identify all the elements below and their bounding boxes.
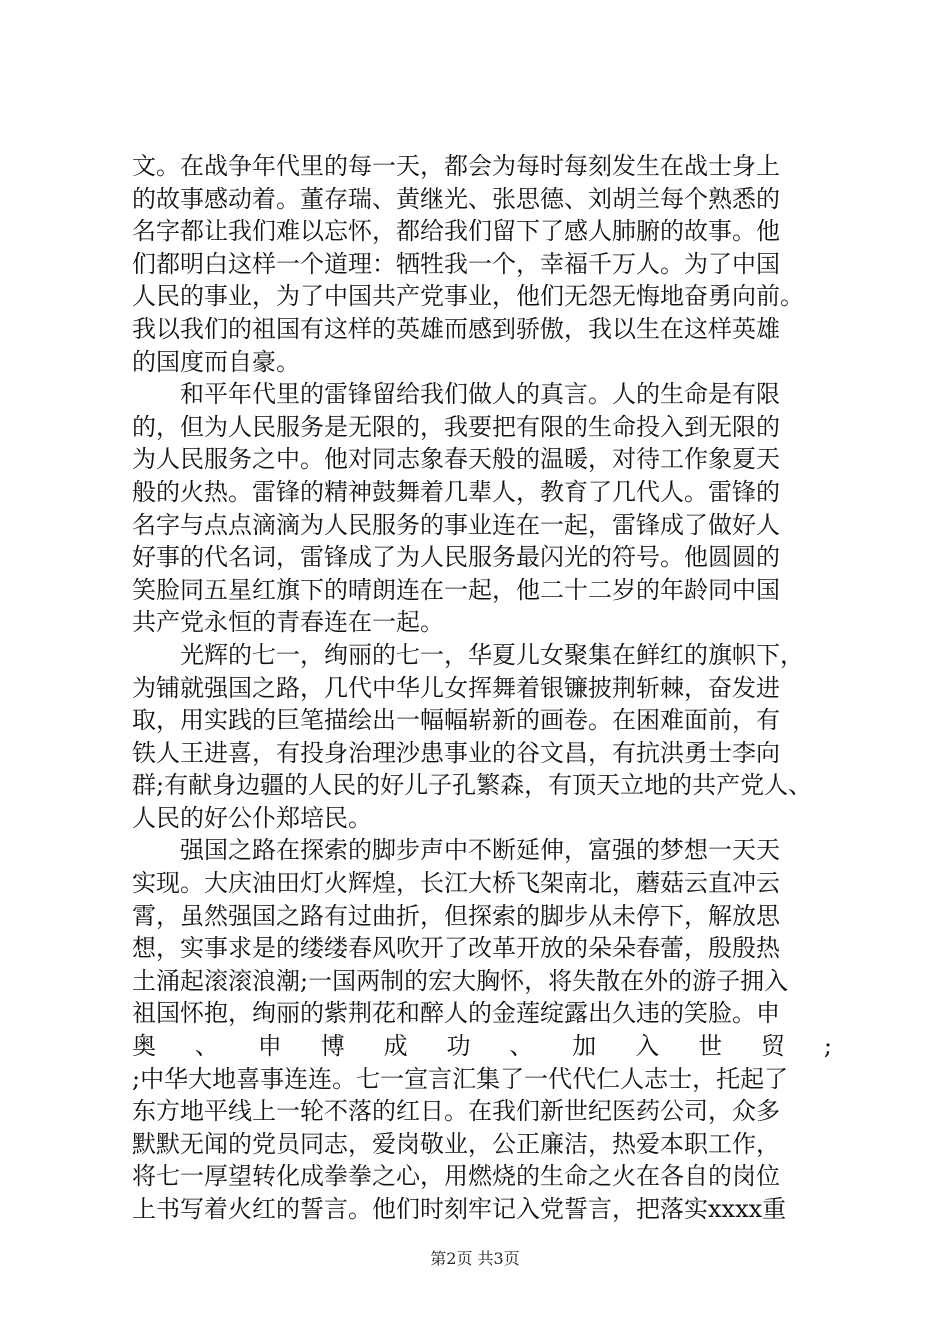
text-line: 共产党永恒的青春连在一起。 bbox=[132, 608, 444, 637]
text-line: 将七一厚望转化成拳拳之心，用燃烧的生命之火在各自的岗位 bbox=[132, 1162, 780, 1191]
text-line: 名字都让我们难以忘怀，都给我们留下了感人肺腑的故事。他 bbox=[132, 217, 780, 246]
text-line: 群;有献身边疆的人民的好儿子孔繁森，有顶天立地的共产党人、 bbox=[132, 771, 813, 800]
text-line: 默默无闻的党员同志，爱岗敬业，公正廉洁，热爱本职工作， bbox=[132, 1129, 780, 1158]
text-line: 笑脸同五星红旗下的晴朗连在一起，他二十二岁的年龄同中国 bbox=[132, 575, 780, 604]
text-line: 的，但为人民服务是无限的，我要把有限的生命投入到无限的 bbox=[132, 412, 780, 441]
text-line: 的故事感动着。董存瑞、黄继光、张思德、刘胡兰每个熟悉的 bbox=[132, 184, 780, 213]
text-line: 的国度而自豪。 bbox=[132, 347, 300, 376]
document-body bbox=[132, 150, 832, 1226]
text-line: 土涌起滚滚浪潮;一国两制的宏大胸怀，将失散在外的游子拥入 bbox=[132, 966, 789, 995]
text-line: 人民的好公仆郑培民。 bbox=[132, 803, 372, 832]
text-line: 好事的代名词，雷锋成了为人民服务最闪光的符号。他圆圆的 bbox=[132, 543, 780, 572]
text-line: 我以我们的祖国有这样的英雄而感到骄傲，我以生在这样英雄 bbox=[132, 314, 780, 343]
text-line: 为人民服务之中。他对同志象春天般的温暖，对待工作象夏天 bbox=[132, 445, 780, 474]
text-line: 东方地平线上一轮不落的红日。在我们新世纪医药公司，众多 bbox=[132, 1097, 780, 1126]
text-line: 和平年代里的雷锋留给我们做人的真言。人的生命是有限 bbox=[132, 380, 780, 409]
page-footer bbox=[0, 1248, 950, 1270]
text-line: 想，实事求是的缕缕春风吹开了改革开放的朵朵春蕾，殷殷热 bbox=[132, 934, 780, 963]
text-line: 实现。大庆油田灯火辉煌，长江大桥飞架南北，蘑菇云直冲云 bbox=[132, 869, 780, 898]
text-line: 为铺就强国之路，几代中华儿女挥舞着银镰披荆斩棘，奋发进 bbox=[132, 673, 780, 702]
text-line: 上书写着火红的誓言。他们时刻牢记入党誓言，把落实xxxx重 bbox=[132, 1195, 787, 1223]
text-line: 铁人王进喜，有投身治理沙患事业的谷文昌，有抗洪勇士李向 bbox=[132, 738, 780, 767]
text-line: ;中华大地喜事连连。七一宣言汇集了一代代仁人志士，托起了 bbox=[132, 1064, 789, 1093]
text-line: 霄，虽然强国之路有过曲折，但探索的脚步从未停下，解放思 bbox=[132, 901, 780, 930]
text-line: 人民的事业，为了中国共产党事业，他们无怨无悔地奋勇向前。 bbox=[132, 282, 804, 311]
text-line-spaced: 奥 、 申 博 成 功 、 加 入 世 贸 ; bbox=[132, 1032, 832, 1061]
page-number-label: 第2页 共3页 bbox=[430, 1249, 520, 1268]
text-line: 文。在战争年代里的每一天，都会为每时每刻发生在战士身上 bbox=[132, 152, 780, 180]
text-line: 们都明白这样一个道理：牺牲我一个，幸福千万人。为了中国 bbox=[132, 249, 780, 278]
text-line: 光辉的七一，绚丽的七一，华夏儿女聚集在鲜红的旗帜下， bbox=[132, 640, 804, 669]
text-line: 般的火热。雷锋的精神鼓舞着几辈人，教育了几代人。雷锋的 bbox=[132, 477, 780, 506]
text-line: 取，用实践的巨笔描绘出一幅幅崭新的画卷。在困难面前，有 bbox=[132, 706, 780, 735]
text-line: 名字与点点滴滴为人民服务的事业连在一起，雷锋成了做好人 bbox=[132, 510, 780, 539]
text-line: 强国之路在探索的脚步声中不断延伸，富强的梦想一天天 bbox=[132, 836, 780, 865]
text-line: 祖国怀抱，绚丽的紫荆花和醉人的金莲绽露出久违的笑脸。申 bbox=[132, 999, 780, 1028]
